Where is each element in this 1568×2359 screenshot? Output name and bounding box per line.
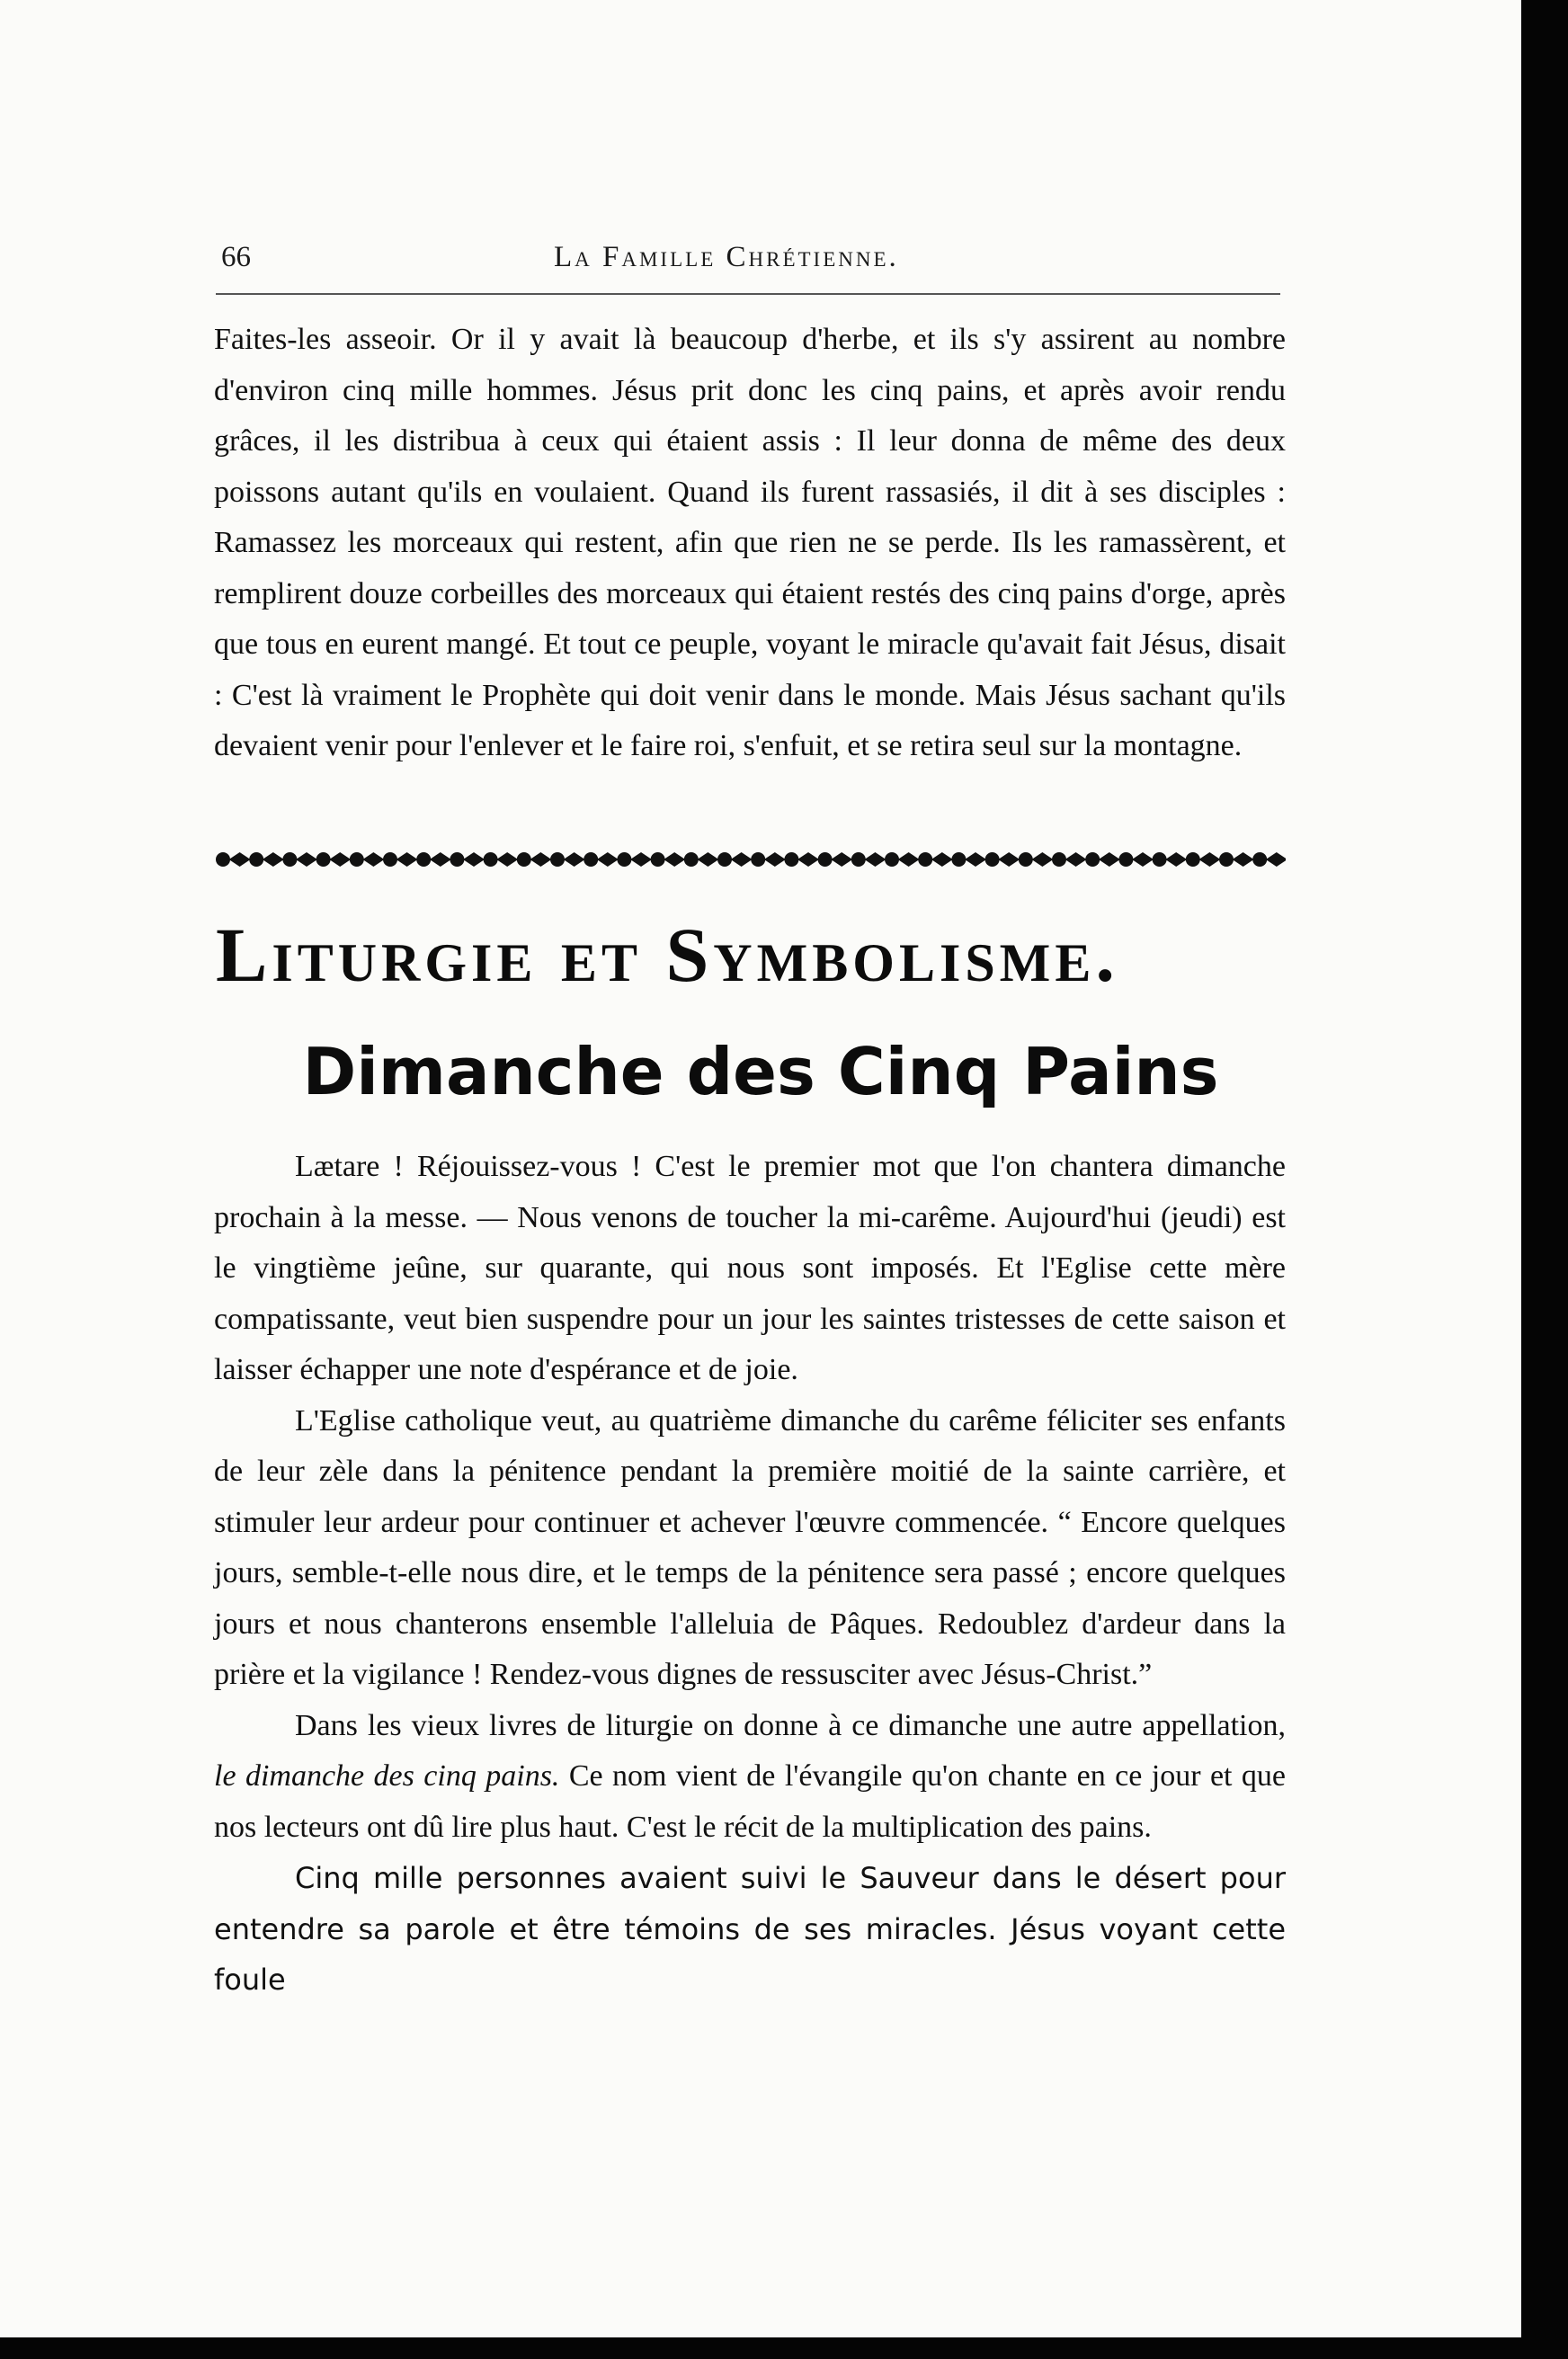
ornament-diamond bbox=[396, 852, 418, 867]
ornament-dot bbox=[617, 852, 631, 867]
ornament-dot bbox=[1153, 852, 1167, 867]
ornament-diamond bbox=[329, 852, 351, 867]
ornament-dot bbox=[1019, 852, 1033, 867]
ornament-diamond bbox=[1031, 852, 1053, 867]
ornament-diamond bbox=[998, 852, 1020, 867]
ornament-dot bbox=[550, 852, 565, 867]
ornament-diamond bbox=[1065, 852, 1087, 867]
page-header bbox=[221, 241, 1278, 280]
ornament-diamond bbox=[597, 852, 619, 867]
ornament-diamond bbox=[797, 852, 819, 867]
ornament-diamond bbox=[864, 852, 886, 867]
section-title: Liturgie et Symbolisme. bbox=[216, 912, 1119, 998]
ornament-dot bbox=[651, 852, 665, 867]
ornament-diamond bbox=[1165, 852, 1187, 867]
scan-border-right bbox=[1521, 0, 1568, 2359]
ornament-dot bbox=[1052, 852, 1066, 867]
ornament-diamond bbox=[1266, 852, 1286, 867]
page-number: 66 bbox=[221, 241, 251, 273]
ornament-diamond bbox=[296, 852, 317, 867]
ornament-diamond bbox=[229, 852, 251, 867]
paragraph: Lætare ! Réjouissez-vous ! C'est le premier mot que l'on chantera dimanche prochain à la messe. — Nous venons de toucher la mi-carême. Aujourd'hui (jeudi) est le vingtième jeûne, sur quarante, qui nous sont imposés. Et l'Eglise cette mère compatissante, veut bien suspendre pour un jour les saintes tristesses de cette saison et laisser échapper une note d'espérance et de joie. bbox=[214, 1150, 1286, 1386]
ornament-dot bbox=[751, 852, 765, 867]
ornament-diamond bbox=[1233, 852, 1254, 867]
ornament-dot bbox=[851, 852, 866, 867]
paragraph-text: Ce nom vient de l'évangile qu'on chante en ce jour et que nos lecteurs ont dû lire plus haut. C'est le récit de la multiplication des pains. bbox=[214, 1759, 1286, 1844]
ornamental-divider bbox=[214, 841, 1286, 877]
ornament-dot bbox=[885, 852, 899, 867]
paragraph-text: Dans les vieux livres de liturgie on donne à ce dimanche une autre appellation, bbox=[295, 1708, 1286, 1742]
ornament-dot bbox=[416, 852, 431, 867]
running-head: La Famille Chrétienne. bbox=[554, 241, 899, 273]
ornament-dot bbox=[1118, 852, 1133, 867]
ornament-dot bbox=[985, 852, 1000, 867]
ornament-diamond bbox=[1198, 852, 1220, 867]
ornament-diamond bbox=[362, 852, 384, 867]
ornament-dot bbox=[818, 852, 833, 867]
ornament-diamond bbox=[931, 852, 953, 867]
ornament-dot bbox=[484, 852, 498, 867]
ornament-diamond bbox=[496, 852, 518, 867]
ornament-dot bbox=[216, 852, 230, 867]
ornament-diamond bbox=[564, 852, 585, 867]
ornament-dot bbox=[584, 852, 598, 867]
ornament-dot bbox=[383, 852, 397, 867]
ornament-dot bbox=[249, 852, 263, 867]
ornament-diamond bbox=[764, 852, 786, 867]
ornament-dot bbox=[1085, 852, 1100, 867]
gospel-paragraph: Faites-les asseoir. Or il y avait là beaucoup d'herbe, et ils s'y assirent au nombre d'environ cinq mille hommes. Jésus prit donc les cinq pains, et après avoir rendu grâces, il les distribua à ceux qui étaient assis : Il leur donna de même des deux poissons autant qu'ils en voulaient. Quand ils furent rassasiés, il dit à ses disciples : Ramassez les morceaux qui restent, afin que rien ne se perde. Ils les ramassèrent, et remplirent douze corbeilles des morceaux qui étaient restés des cinq pains d'orge, après que tous en eurent mangé. Et tout ce peuple, voyant le miracle qu'avait fait Jésus, disait : C'est là vraiment le Prophète qui doit venir dans le monde. Mais Jésus sachant qu'ils devaient venir pour l'enlever et le faire roi, s'enfuit, et se retira seul sur la montagne. bbox=[214, 323, 1286, 762]
ornament-dot bbox=[1186, 852, 1200, 867]
ornament-diamond bbox=[263, 852, 284, 867]
section-subtitle: Dimanche des Cinq Pains bbox=[302, 1034, 1219, 1109]
ornament-dot bbox=[951, 852, 966, 867]
ornament-diamond bbox=[463, 852, 485, 867]
ornament-dot bbox=[316, 852, 331, 867]
ornament-diamond bbox=[697, 852, 718, 867]
header-rule bbox=[216, 293, 1280, 295]
ornament-diamond bbox=[664, 852, 685, 867]
ornament-dot bbox=[918, 852, 932, 867]
ornament-diamond bbox=[898, 852, 920, 867]
ornament-diamond bbox=[430, 852, 451, 867]
ornament-diamond bbox=[530, 852, 551, 867]
paragraph: L'Eglise catholique veut, au quatrième dimanche du carême féliciter ses enfants de leur zèle dans la pénitence pendant la première moitié de la sainte carrière, et stimuler leur ardeur pour continuer et achever l'œuvre commencée. “ Encore quelques jours, semble-t-elle nous dire, et le temps de la pénitence sera passé ; encore quelques jours et nous chanterons ensemble l'alleluia de Pâques. Redoublez d'ardeur dans la prière et la vigilance ! Rendez-vous dignes de ressusciter avec Jésus-Christ.” bbox=[214, 1403, 1286, 1691]
ornament-dot bbox=[717, 852, 732, 867]
ornament-diamond bbox=[1132, 852, 1154, 867]
paragraph bbox=[214, 1701, 1286, 1854]
ornament-dot bbox=[684, 852, 699, 867]
ornament-diamond bbox=[831, 852, 852, 867]
ornament-dot bbox=[1252, 852, 1267, 867]
ornament-diamond bbox=[731, 852, 753, 867]
ornament-diamond bbox=[965, 852, 986, 867]
ornament-dot bbox=[450, 852, 464, 867]
ornament-diamond bbox=[630, 852, 652, 867]
ornament-dot bbox=[350, 852, 364, 867]
ornament-diamond bbox=[1099, 852, 1120, 867]
ornament-dot bbox=[1219, 852, 1234, 867]
gospel-continuation bbox=[214, 315, 1286, 772]
scan-border-bottom bbox=[0, 2337, 1568, 2359]
ornament-dot bbox=[282, 852, 297, 867]
ornament-dot bbox=[517, 852, 531, 867]
paragraph: Cinq mille personnes avaient suivi le Sauveur dans le désert pour entendre sa parole et être témoins de ses miracles. Jésus voyant cette foule bbox=[214, 1861, 1286, 1997]
article-body bbox=[214, 1142, 1286, 2006]
ornament-dot bbox=[784, 852, 798, 867]
italic-phrase: le dimanche des cinq pains. bbox=[214, 1759, 560, 1793]
